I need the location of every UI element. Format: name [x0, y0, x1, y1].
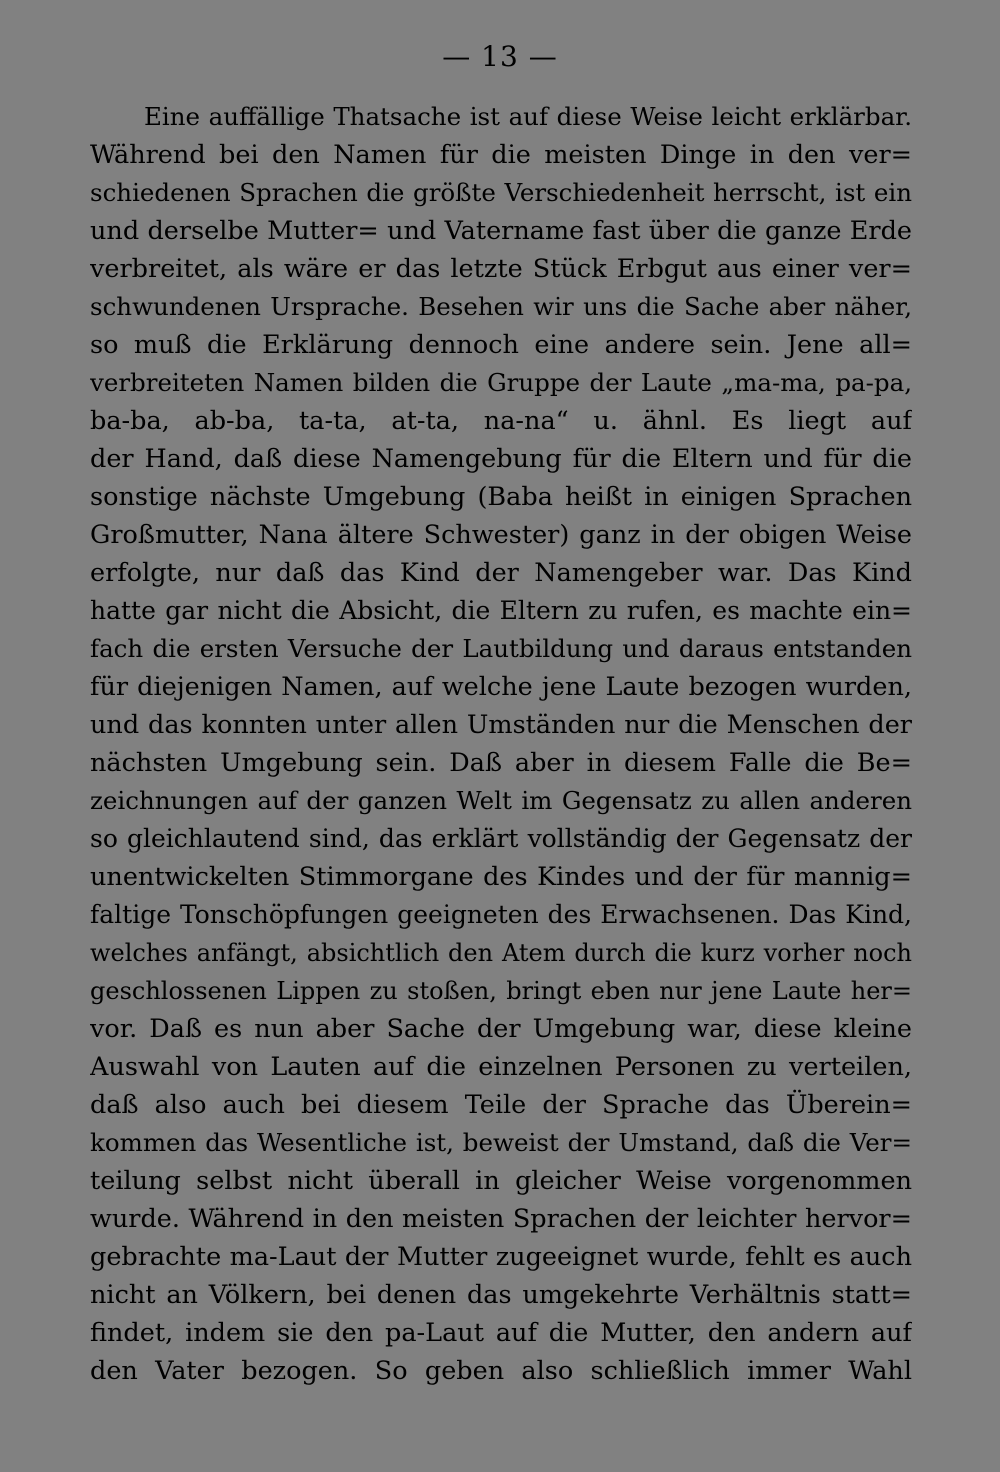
text-line: fach die ersten Versuche der Lautbildung und daraus entstanden [90, 634, 912, 663]
text-line: und derselbe Mutter= und Vatername fast über die ganze Erde [90, 216, 912, 246]
text-line: der Hand, daß diese Namengebung für die Eltern und für die [90, 444, 912, 474]
text-line: Auswahl von Lauten auf die einzelnen Personen zu verteilen, [90, 1052, 912, 1082]
text-line: für diejenigen Namen, auf welche jene Laute bezogen wurden, [90, 672, 912, 702]
page-number: — 13 — [442, 40, 558, 73]
text-line: so muß die Erklärung dennoch eine andere sein. Jene all= [90, 330, 912, 360]
body-text [90, 98, 912, 1390]
text-line: wurde. Während in den meisten Sprachen der leichter hervor= [90, 1204, 912, 1234]
text-line: vor. Daß es nun aber Sache der Umgebung war, diese kleine [90, 1014, 912, 1044]
text-line: geschlossenen Lippen zu stoßen, bringt eben nur jene Laute her= [90, 977, 912, 1005]
text-line: faltige Tonschöpfungen geeigneten des Erwachsenen. Das Kind, [90, 900, 912, 929]
text-line: Eine auffällige Thatsache ist auf diese Weise leicht erklärbar. [144, 102, 912, 131]
text-line: Während bei den Namen für die meisten Dinge in den ver= [90, 140, 912, 170]
text-line: nicht an Völkern, bei denen das umgekehrte Verhältnis statt= [90, 1280, 912, 1310]
text-line: und das konnten unter allen Umständen nur die Menschen der [90, 710, 912, 740]
text-line: schwundenen Ursprache. Besehen wir uns die Sache aber näher, [90, 292, 912, 321]
text-line: erfolgte, nur daß das Kind der Namengeber war. Das Kind [90, 558, 912, 588]
text-line: nächsten Umgebung sein. Daß aber in diesem Falle die Be= [90, 748, 912, 778]
text-line: ba-ba, ab-ba, ta-ta, at-ta, na-na“ u. ähnl. Es liegt auf [90, 406, 912, 436]
text-line: so gleichlautend sind, das erklärt vollständig der Gegensatz der [90, 824, 912, 853]
text-line: unentwickelten Stimmorgane des Kindes und der für mannig= [90, 862, 912, 892]
text-line: teilung selbst nicht überall in gleicher Weise vorgenommen [90, 1166, 912, 1196]
text-line: daß also auch bei diesem Teile der Sprache das Überein= [90, 1090, 912, 1120]
text-line: schiedenen Sprachen die größte Verschiedenheit herrscht, ist ein [90, 178, 912, 207]
text-line: verbreiteten Namen bilden die Gruppe der Laute „ma-ma, pa-pa, [90, 368, 912, 397]
text-line: welches anfängt, absichtlich den Atem durch die kurz vorher noch [90, 939, 912, 967]
text-line: Großmutter, Nana ältere Schwester) ganz in der obigen Weise [90, 520, 912, 550]
text-line: den Vater bezogen. So geben also schließlich immer Wahl [90, 1356, 912, 1386]
text-line: kommen das Wesentliche ist, beweist der Umstand, daß die Ver= [90, 1128, 912, 1157]
text-line: findet, indem sie den pa-Laut auf die Mutter, den andern auf [90, 1318, 912, 1348]
text-line: hatte gar nicht die Absicht, die Eltern zu rufen, es machte ein= [90, 596, 912, 625]
text-line: sonstige nächste Umgebung (Baba heißt in einigen Sprachen [90, 482, 912, 512]
text-line: zeichnungen auf der ganzen Welt im Gegensatz zu allen anderen [90, 786, 912, 815]
text-line: gebrachte ma-Laut der Mutter zugeeignet wurde, fehlt es auch [90, 1242, 912, 1272]
text-line: verbreitet, als wäre er das letzte Stück Erbgut aus einer ver= [90, 254, 912, 284]
